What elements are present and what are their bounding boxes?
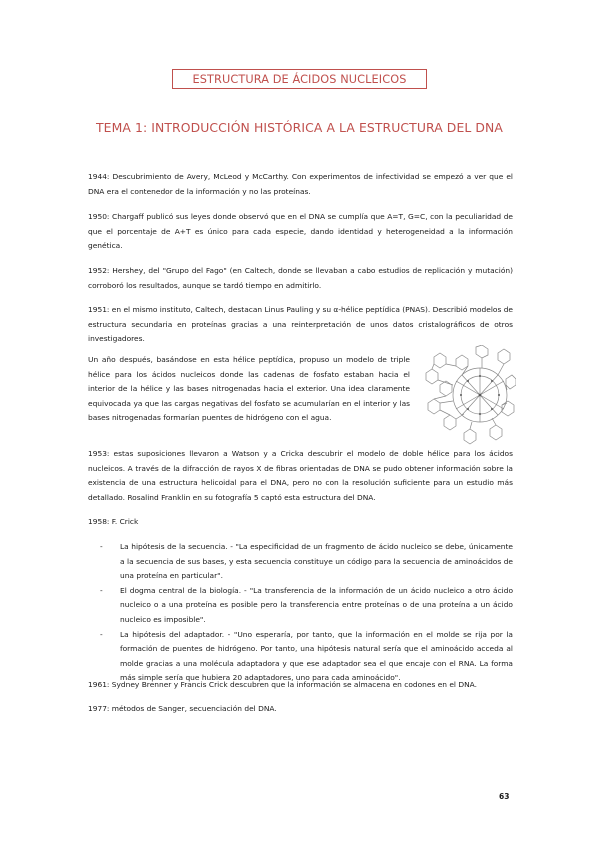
bullet-dash: - [100,542,103,551]
paragraph-1977: 1977: métodos de Sanger, secuenciación del DNA. [88,704,277,713]
paragraph-1951: 1951: en el mismo instituto, Caltech, destacan Linus Pauling y su α-hélice peptídica (PNAS). Describió modelos de estructura secundaria en proteínas gracias a una reinterpretación de unos datos cristalográficos de otros investigadores. [88,305,513,344]
paragraph-triple-helix: Un año después, basándose en esta hélice peptídica, propuso un modelo de triple hélice para los ácidos nucleicos donde las cadenas de fosfato estaban hacia el interior de la hélice y las bases nitrogenadas hacia el exterior. Una idea claramente equivocada ya que las cargas negativas del fosfato se acumularían en el interior y las bases nitrogenadas formarían puentes de hidrógeno con el agua. [88,355,410,423]
triple-helix-molecule-illustration [420,345,516,447]
paragraph-1961: 1961: Sydney Brenner y Francis Crick descubren que la información se almacena en codones en el DNA. [88,680,477,689]
paragraph-1950: 1950: Chargaff publicó sus leyes donde observó que en el DNA se cumplía que A=T, G=C, con la peculiaridad de que el porcentaje de A+T es único para cada especie, dando identidad y heterogeneidad a la información genética. [88,212,513,251]
bullet-dash: - [100,585,103,595]
section-title: TEMA 1: INTRODUCCIÓN HISTÓRICA A LA ESTRUCTURA DEL DNA [95,120,504,135]
bullet-dash: - [100,629,103,639]
course-title: ESTRUCTURA DE ÁCIDOS NUCLEICOS [192,72,407,86]
list-item [100,584,513,628]
page-number: 63 [499,792,510,801]
paragraph-1952: 1952: Hershey, del "Grupo del Fago" (en Caltech, donde se llevaban a cabo estudios de replicación y mutación) corroboró los resultados, aunque se tardó tiempo en admitirlo. [88,266,513,290]
paragraph-1944: 1944: Descubrimiento de Avery, McLeod y McCarthy. Con experimentos de infectividad se empezó a ver que el DNA era el contenedor de la información y no las proteínas. [88,172,513,196]
paragraph-1958: 1958: F. Crick [88,517,139,526]
course-title-box [172,69,427,89]
list-item-text: La hipótesis del adaptador. - "Uno esperaría, por tanto, que la información en el molde se rija por la formación de puentes de hidrógeno. Por tanto, una hipótesis natural sería que el aminoácido acceda al molde gracias a una molécula adaptadora y que ese adaptador sea el que encaje con el RNA. La forma más simple sería que hubiera 20 adaptadores, uno para cada aminoácido". [120,629,513,683]
crick-hypotheses-list [100,540,513,686]
list-item-text: La hipótesis de la secuencia. - "La especificidad de un fragmento de ácido nucleico se debe, únicamente a la secuencia de sus bases, y esta secuencia constituye un código para la secuencia de aminoácidos de una proteína en particular". [120,542,513,581]
paragraph-1953: 1953: estas suposiciones llevaron a Watson y a Cricka descubrir el modelo de doble hélice para los ácidos nucleicos. A través de la difracción de rayos X de fibras orientadas de DNA se pudo obtener información sobre la existencia de una estructura helicoidal para el DNA, pero no con la resolución suficiente para un estudio más detallado. Rosalind Franklin en su fotografía 5 captó esta estructura del DNA. [88,449,513,502]
list-item-text: El dogma central de la biología. - "La transferencia de la información de un ácido nucleico a otro ácido nucleico o a una proteína es posible pero la transferencia entre proteínas o de una proteína a un ácido nucleico es imposible". [120,585,513,624]
list-item [100,540,513,584]
